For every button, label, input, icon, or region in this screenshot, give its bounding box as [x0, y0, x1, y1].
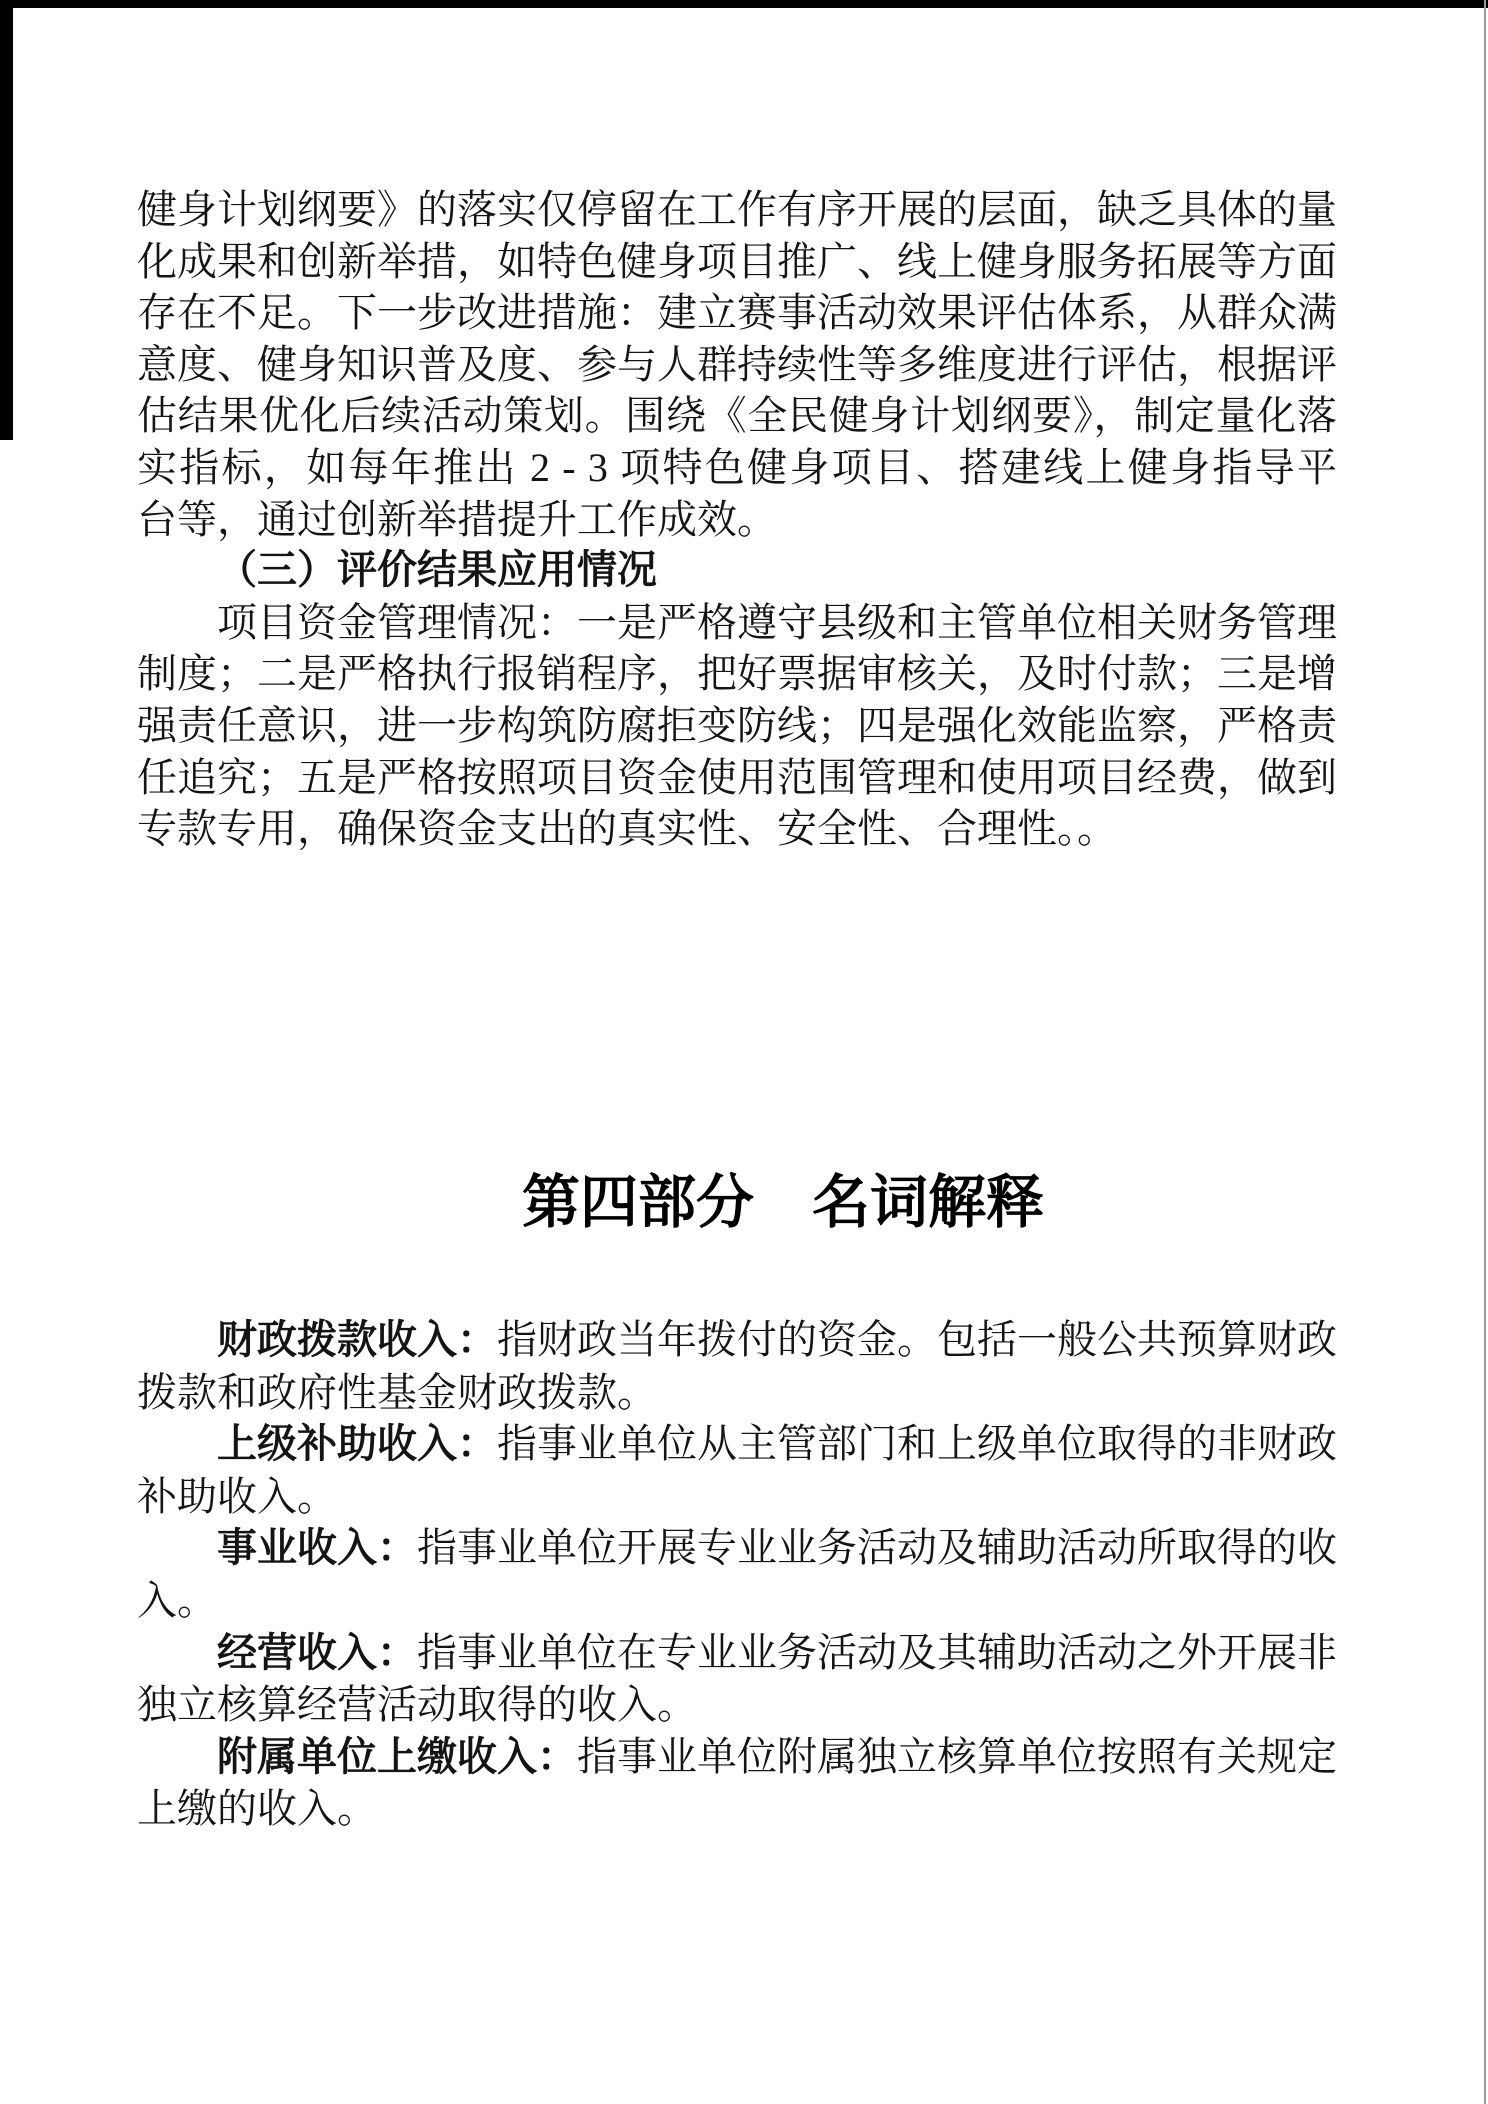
definition-text: 指事业单位附属独立核算单位按照有关规定 [577, 1733, 1337, 1779]
definition-term: 附属单位上缴收入： [217, 1734, 577, 1779]
definition-continuation: 拨款和政府性基金财政拨款。 [137, 1369, 657, 1415]
part-title: 第四部分 名词解释 [521, 1170, 1044, 1235]
paragraph-line: 化成果和创新举措，如特色健身项目推广、线上健身服务拓展等方面 [137, 238, 1337, 284]
paragraph-line: 专款专用，确保资金支出的真实性、安全性、合理性。。 [137, 806, 1117, 852]
definition-text: 指事业单位在专业业务活动及其辅助活动之外开展非 [417, 1629, 1337, 1675]
paragraph-line: 健身计划纲要》的落实仅停留在工作有序开展的层面，缺乏具体的量 [137, 187, 1337, 232]
paragraph-line: 制度；二是严格执行报销程序，把好票据审核关，及时付款；三是增 [137, 651, 1337, 697]
paragraph-line: 存在不足。下一步改进措施：建立赛事活动效果评估体系，从群众满 [137, 290, 1337, 336]
definition-line [137, 1731, 1337, 1784]
paragraph-line: 强责任意识，进一步构筑防腐拒变防线；四是强化效能监察，严格责 [137, 702, 1337, 748]
definition-continuation: 入。 [137, 1577, 217, 1623]
section-heading: （三）评价结果应用情况 [217, 548, 657, 593]
body-text-block [137, 184, 1337, 855]
definition-line [137, 1522, 1337, 1575]
definition-continuation: 独立核算经营活动取得的收入。 [137, 1682, 697, 1728]
definition-term: 财政拨款收入： [217, 1318, 497, 1362]
paragraph-line: 项目资金管理情况：一是严格遵守县级和主管单位相关财务管理 [217, 599, 1337, 645]
paragraph-line: 台等，通过创新举措提升工作成效。 [137, 496, 777, 542]
definitions-block [137, 1314, 1337, 1835]
definition-term: 经营收入： [217, 1630, 417, 1675]
definition-term: 事业收入： [217, 1526, 417, 1571]
definition-term: 上级补助收入： [217, 1422, 497, 1467]
definition-text: 指事业单位开展专业业务活动及辅助活动所取得的收 [417, 1525, 1337, 1571]
definition-line [137, 1418, 1337, 1471]
scan-edge-right [1484, 0, 1486, 2104]
definition-text: 指事业单位从主管部门和上级单位取得的非财政 [497, 1421, 1337, 1467]
scan-edge-left [0, 0, 13, 440]
definition-line [137, 1627, 1337, 1680]
paragraph-line: 实指标，如每年推出 2 - 3 项特色健身项目、搭建线上健身指导平 [137, 444, 1337, 490]
paragraph-line: 意度、健身知识普及度、参与人群持续性等多维度进行评估，根据评 [137, 341, 1337, 387]
definition-line [137, 1314, 1337, 1367]
definition-continuation: 上缴的收入。 [137, 1786, 377, 1832]
definition-text: 指财政当年拨付的资金。包括一般公共预算财政 [497, 1317, 1337, 1362]
paragraph-line: 任追究；五是严格按照项目资金使用范围管理和使用项目经费，做到 [137, 754, 1337, 800]
paragraph-line: 估结果优化后续活动策划。围绕《全民健身计划纲要》，制定量化落 [137, 393, 1337, 439]
scan-edge-top [0, 0, 1488, 8]
definition-continuation: 补助收入。 [137, 1473, 337, 1519]
